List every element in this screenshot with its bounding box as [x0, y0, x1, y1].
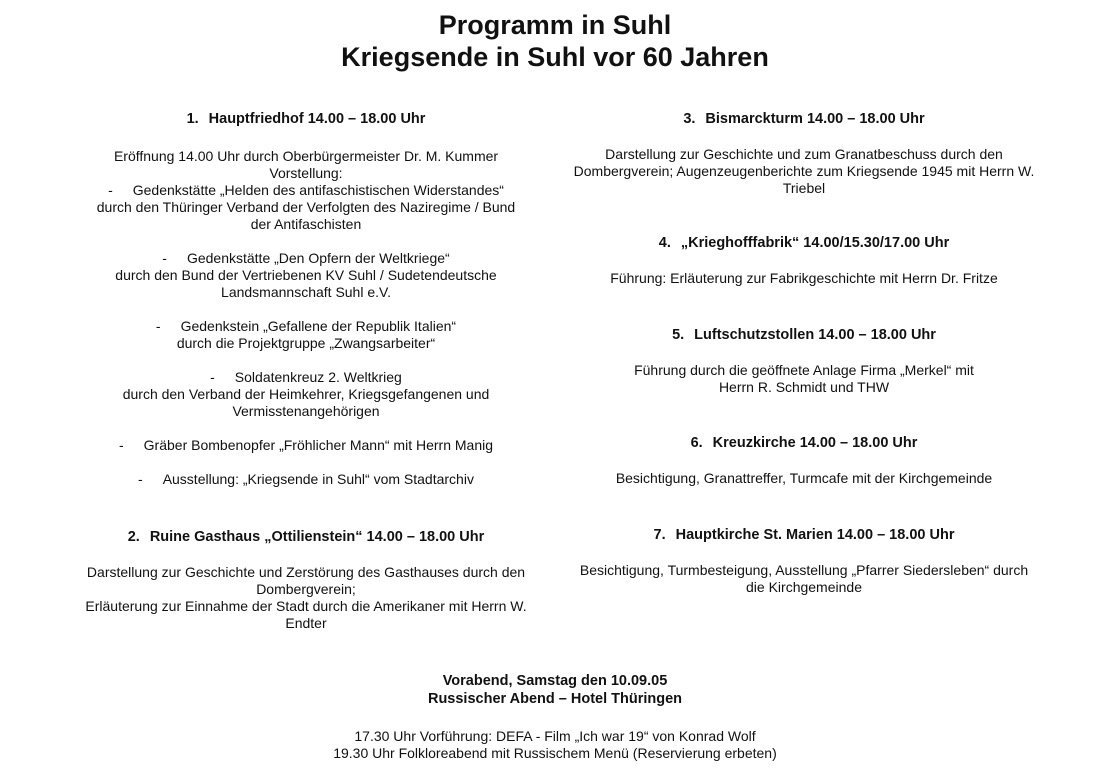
section-title: Kreuzkirche 14.00 – 18.00 Uhr: [712, 435, 918, 451]
section-title: Ruine Gasthaus „Ottilienstein“ 14.00 – 18.00 Uhr: [149, 529, 485, 545]
section-number: 6.: [690, 435, 703, 451]
section-bismarckturm: [548, 110, 1060, 197]
page-title: [0, 9, 1110, 73]
section-title: Hauptkirche St. Marien 14.00 – 18.00 Uhr: [675, 527, 955, 543]
section-hauptfriedhof: [40, 110, 572, 505]
evening-line-1: 17.30 Uhr Vorführung: DEFA - Film „Ich war 19“ von Konrad Wolf: [354, 728, 756, 744]
section-title: „Krieghofffabrik“ 14.00/15.30/17.00 Uhr: [680, 235, 950, 251]
evening-block: [0, 672, 1110, 762]
list-item-text: Ausstellung: „Kriegsende in Suhl“ vom Stadtarchiv: [162, 471, 474, 487]
list-item: [40, 250, 572, 301]
list-item: [40, 437, 572, 454]
section-intro: Eröffnung 14.00 Uhr durch Oberbürgermeister Dr. M. Kummer Vorstellung:: [113, 148, 499, 181]
evening-line-2: 19.30 Uhr Folkloreabend mit Russischem Menü (Reservierung erbeten): [333, 745, 777, 761]
list-item-text: Gräber Bombenopfer „Fröhlicher Mann“ mit Herrn Manig: [143, 437, 494, 453]
section-heading: [40, 110, 572, 128]
section-heading: [548, 434, 1060, 452]
item-list: [40, 182, 572, 488]
dash-bullet: -: [210, 369, 215, 385]
section-text: Besichtigung, Granattreffer, Turmcafe mit der Kirchgemeinde: [615, 470, 993, 486]
list-item: [40, 182, 572, 233]
section-heading: [548, 234, 1060, 252]
evening-program: [0, 728, 1110, 762]
list-item-text: Gedenkstein „Gefallene der Republik Italien“ durch die Projektgruppe „Zwangsarbeiter“: [176, 318, 457, 351]
section-heading: [40, 528, 572, 546]
list-item: [40, 369, 572, 420]
section-number: 2.: [127, 529, 140, 545]
section-ruine-gasthaus: [40, 528, 572, 632]
section-title: Bismarckturm 14.00 – 18.00 Uhr: [705, 111, 925, 127]
section-text: Darstellung zur Geschichte und zum Granatbeschuss durch den Dombergverein; Augenzeugenberichte zum Kriegsende 1945 mit Herrn W. Triebel: [573, 146, 1035, 196]
section-hauptkirche: [548, 526, 1060, 596]
section-text: Führung durch die geöffnete Anlage Firma „Merkel“ mit Herrn R. Schmidt und THW: [634, 362, 974, 395]
section-number: 7.: [653, 527, 666, 543]
section-text: Darstellung zur Geschichte und Zerstörung des Gasthauses durch den Dombergverein; Erläuterung zur Einnahme der Stadt durch die Amerikaner mit Herrn W. Endter: [85, 564, 527, 631]
section-text: Besichtigung, Turmbesteigung, Ausstellung „Pfarrer Siedersleben“ durch die Kirchgemeinde: [579, 562, 1029, 595]
list-item-text: Gedenkstätte „Den Opfern der Weltkriege“ durch den Bund der Vertriebenen KV Suhl / Sudetendeutsche Landsmannschaft Suhl e.V.: [115, 250, 497, 300]
title-line-2: Kriegsende in Suhl vor 60 Jahren: [341, 42, 769, 72]
section-luftschutzstollen: [548, 326, 1060, 396]
dash-bullet: -: [118, 437, 124, 453]
dash-bullet: -: [108, 182, 113, 198]
section-kreuzkirche: [548, 434, 1060, 487]
section-heading: [548, 526, 1060, 544]
dash-bullet: -: [155, 318, 161, 334]
list-item-text: Gedenkstätte „Helden des antifaschistischen Widerstandes“ durch den Thüringer Verband der Verfolgten des Naziregime / Bund der Antifaschisten: [96, 182, 516, 232]
section-heading: [548, 326, 1060, 344]
list-item: [40, 471, 572, 488]
evening-heading-2: Russischer Abend – Hotel Thüringen: [427, 691, 683, 707]
section-number: 5.: [672, 327, 685, 343]
section-number: 3.: [683, 111, 696, 127]
section-krieghofffabrik: [548, 234, 1060, 287]
section-number: 4.: [658, 235, 671, 251]
list-item: [40, 318, 572, 352]
section-title: Hauptfriedhof 14.00 – 18.00 Uhr: [208, 111, 426, 127]
section-text: Führung: Erläuterung zur Fabrikgeschichte mit Herrn Dr. Fritze: [610, 270, 998, 286]
dash-bullet: -: [138, 471, 143, 487]
title-line-1: Programm in Suhl: [438, 10, 672, 40]
list-item-text: Soldatenkreuz 2. Weltkrieg durch den Verband der Heimkehrer, Kriegsgefangenen und Vermisstenangehörigen: [122, 369, 490, 419]
section-number: 1.: [186, 111, 199, 127]
evening-heading-1: Vorabend, Samstag den 10.09.05: [442, 673, 668, 689]
section-title: Luftschutzstollen 14.00 – 18.00 Uhr: [694, 327, 936, 343]
section-heading: [548, 110, 1060, 128]
dash-bullet: -: [162, 250, 167, 266]
